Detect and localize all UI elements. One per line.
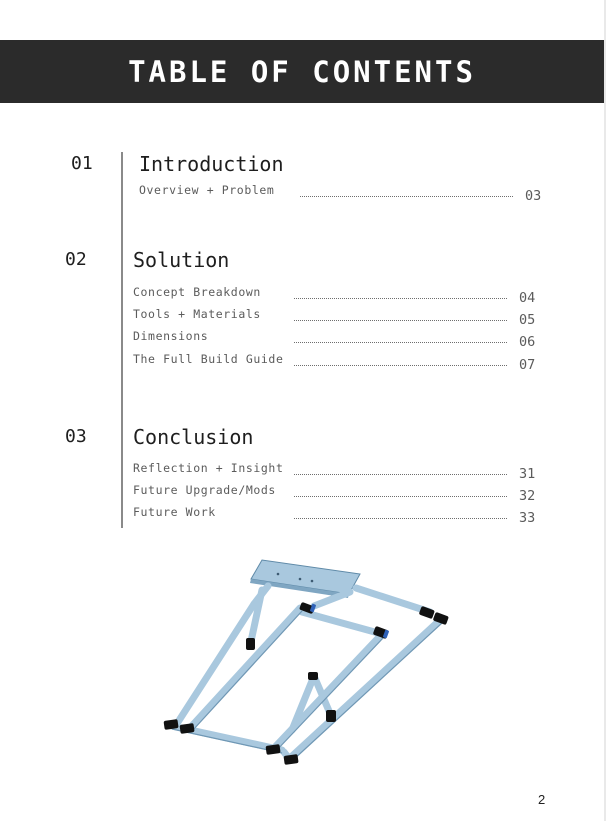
toc-entry-page: 07 — [519, 357, 536, 373]
section-title: Conclusion — [133, 425, 254, 449]
toc-entry[interactable] — [133, 328, 535, 350]
toc-entry-label: Reflection + Insight — [133, 461, 284, 475]
toc-entry-page: 04 — [519, 290, 536, 306]
section-divider-line — [121, 152, 123, 528]
toc-entry-label: Overview + Problem — [139, 183, 275, 197]
dot-leader — [294, 518, 507, 519]
toc-entry-page: 33 — [519, 510, 536, 526]
dot-leader — [294, 365, 507, 366]
toc-entry[interactable] — [139, 182, 541, 204]
dot-leader — [300, 196, 513, 197]
section-number: 02 — [65, 249, 87, 270]
dot-leader — [294, 474, 507, 475]
page-title: TABLE OF CONTENTS — [128, 54, 476, 89]
toc-entry-page: 32 — [519, 488, 536, 504]
section-number: 01 — [71, 153, 93, 174]
toc-entry[interactable] — [133, 482, 535, 504]
section-title: Introduction — [139, 152, 284, 176]
dot-leader — [294, 298, 507, 299]
toc-entry[interactable] — [133, 504, 535, 526]
toc-entry-label: Concept Breakdown — [133, 285, 261, 299]
toc-entry-label: Future Work — [133, 505, 216, 519]
toc-entry-label: The Full Build Guide — [133, 352, 284, 366]
dot-leader — [294, 496, 507, 497]
dot-leader — [294, 342, 507, 343]
pipe-frame-render-icon — [150, 550, 460, 775]
toc-entry-page: 03 — [525, 188, 542, 204]
toc-entry[interactable] — [133, 284, 535, 306]
section-number: 03 — [65, 426, 87, 447]
dot-leader — [294, 320, 507, 321]
toc-entry[interactable] — [133, 351, 535, 373]
toc-entry-page: 05 — [519, 312, 536, 328]
toc-entry-page: 06 — [519, 334, 536, 350]
toc-entry-page: 31 — [519, 466, 536, 482]
toc-entry-label: Tools + Materials — [133, 307, 261, 321]
toc-entry[interactable] — [133, 460, 535, 482]
toc-entry[interactable] — [133, 306, 535, 328]
frame-tubes — [172, 586, 440, 760]
section-title: Solution — [133, 248, 230, 272]
toc-entry-label: Dimensions — [133, 329, 209, 343]
toc-entry-label: Future Upgrade/Mods — [133, 483, 276, 497]
title-banner — [0, 40, 604, 103]
page-number: 2 — [538, 792, 546, 807]
